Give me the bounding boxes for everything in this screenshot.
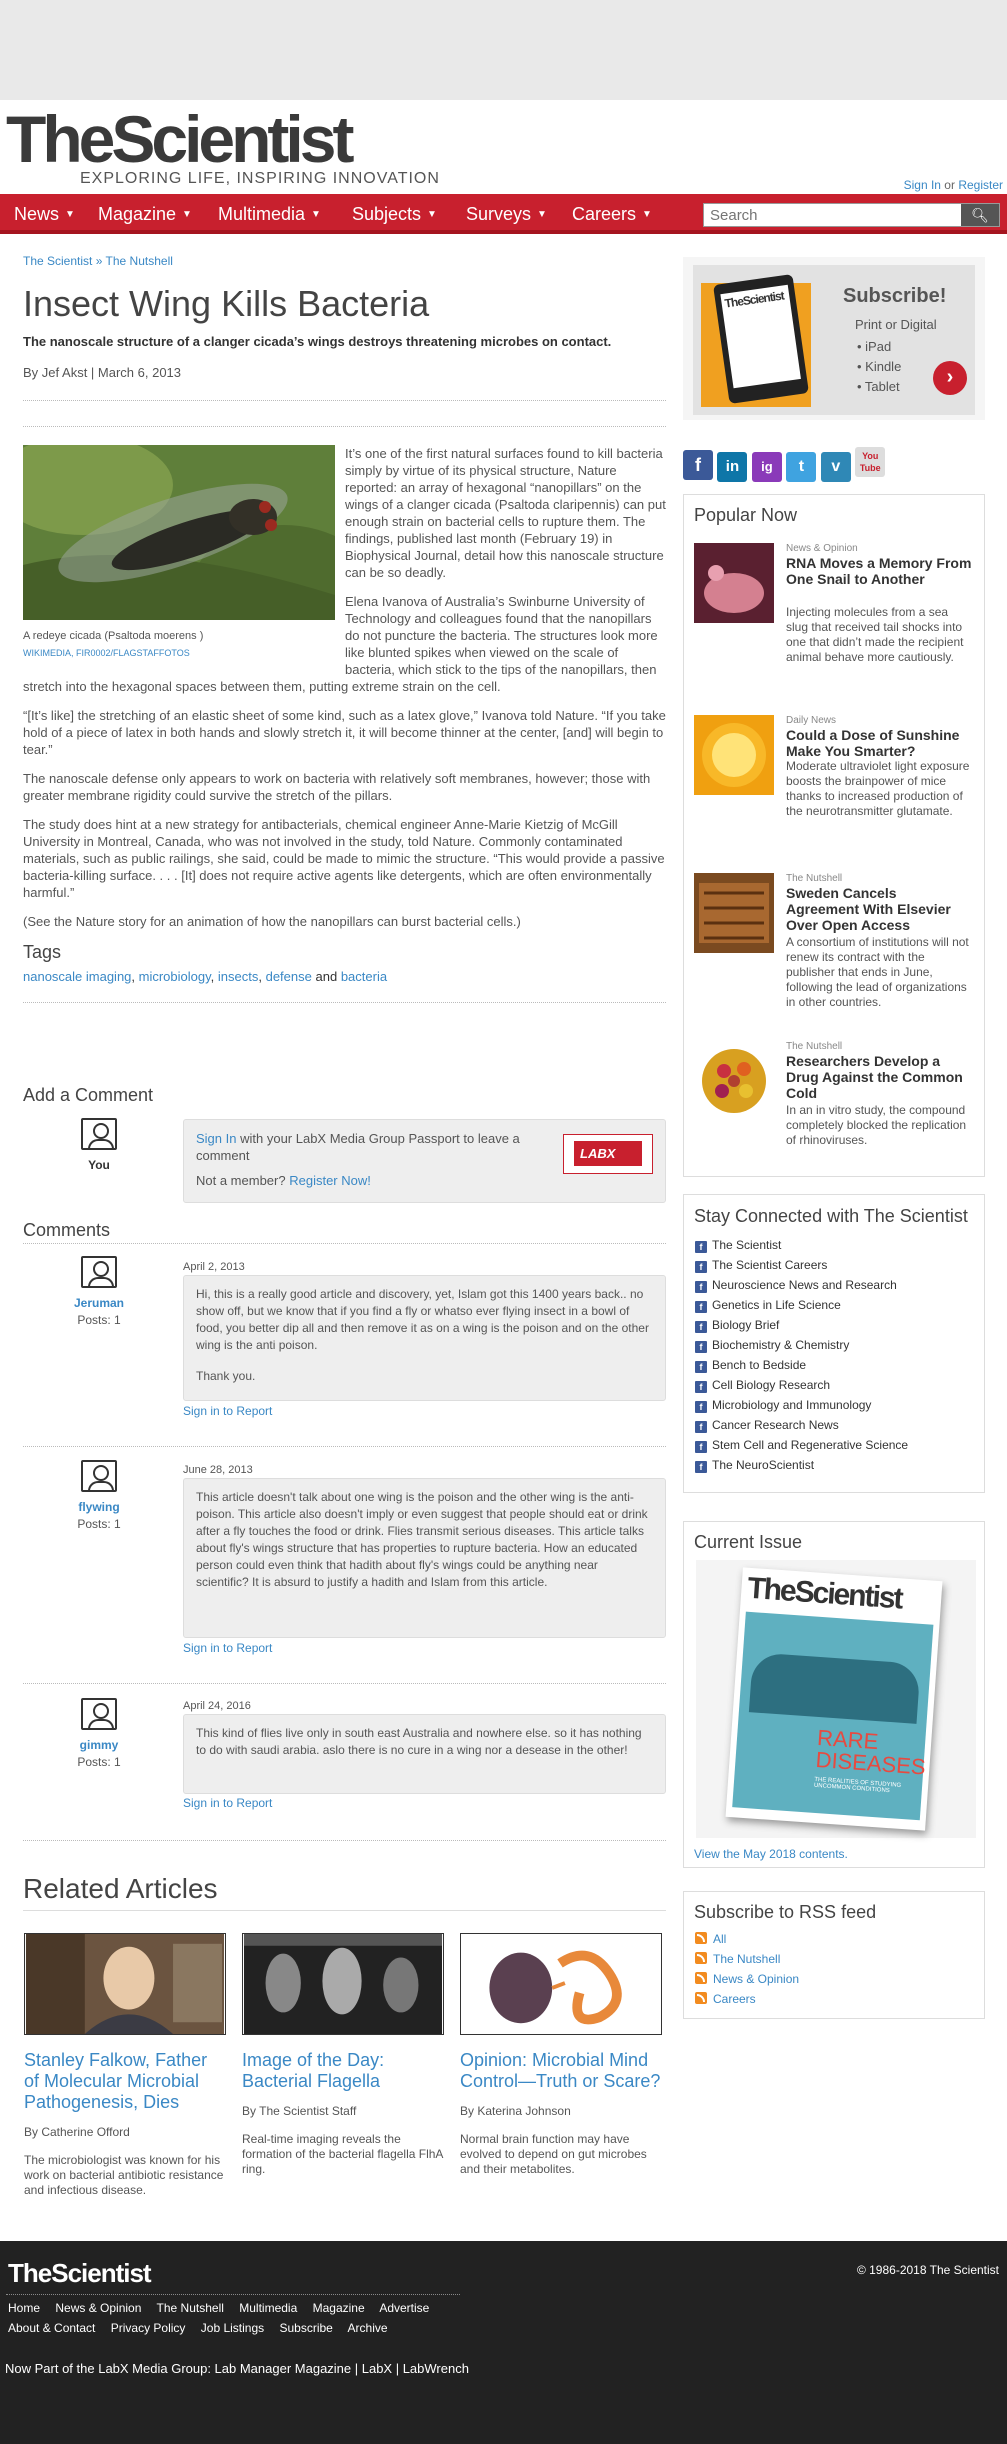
newsletter-item[interactable] [695, 1355, 984, 1375]
chevron-down-icon: ▼ [537, 209, 547, 221]
rss-link[interactable]: The Nutshell [713, 1952, 781, 1966]
nav-magazine[interactable] [98, 194, 192, 234]
footer-link[interactable]: About & Contact [8, 2321, 96, 2335]
issue-contents-link[interactable]: View the May 2018 contents. [694, 1847, 848, 1861]
chevron-down-icon: ▼ [642, 209, 652, 221]
popular-description: A consortium of institutions will not renew its contract with the publisher that ends in June, following the lead of organizations in other countries. [786, 935, 969, 1009]
footer [0, 2241, 1007, 2444]
popular-item-image[interactable] [694, 543, 774, 623]
footer-link[interactable]: The Nutshell [156, 2301, 224, 2315]
popular-now-panel [683, 494, 985, 1177]
chevron-down-icon: ▼ [427, 209, 437, 221]
comment-date: June 28, 2013 [183, 1464, 253, 1476]
facebook-icon: f [695, 1241, 707, 1253]
newsletter-item[interactable] [695, 1335, 984, 1355]
paragraph-6: (See the Nature story for an animation of how the nanopillars can burst bacterial cells.) [23, 914, 521, 929]
register-link[interactable]: Register [958, 178, 1003, 192]
footer-link[interactable]: Magazine [312, 2301, 365, 2315]
you-label: You [88, 1158, 110, 1172]
paragraph-3: “[It’s like] the stretching of an elastic sheet of some kind, such as a latex glove,” Ivanova told Nature. “If you take hold of a piece of latex in both hands and slowly stretch it, it will become thinner at the center, [and] will begin to tear.” [23, 708, 666, 757]
cover-title: RARE DISEASES [814, 1724, 927, 1780]
paragraph-4: The nanoscale defense only appears to work on bacteria with relatively soft membranes, however; those with greater membrane rigidity could survive the stretch of the pillars. [23, 771, 651, 803]
not-member-text: Not a member? [196, 1173, 286, 1188]
rss-icon [695, 1992, 707, 2004]
article-body [23, 445, 666, 930]
divider [23, 1446, 666, 1447]
youtube-icon[interactable]: You Tube [855, 447, 885, 477]
newsletter-label: Cancer Research News [712, 1418, 839, 1432]
related-byline: By Katerina Johnson [460, 2104, 571, 2118]
user-avatar-icon [81, 1460, 117, 1492]
popular-item-image[interactable] [694, 873, 774, 953]
footer-logo[interactable]: TheScientist [8, 2258, 151, 2288]
report-link[interactable]: Sign in to Report [183, 1641, 273, 1655]
related-title[interactable]: Stanley Falkow, Father of Molecular Microbial Pathogenesis, Dies [24, 2050, 208, 2112]
comment-author[interactable]: flywing [78, 1500, 120, 1514]
footer-link[interactable]: Archive [347, 2321, 388, 2335]
chevron-down-icon: ▼ [311, 209, 321, 221]
facebook-icon: f [695, 1381, 707, 1393]
newsletter-item[interactable] [695, 1455, 984, 1475]
top-banner-space [0, 0, 1007, 100]
arrow-right-icon[interactable]: › [933, 361, 967, 395]
newsletter-item[interactable] [695, 1435, 984, 1455]
footer-links-row-1 [8, 2301, 441, 2315]
tag-link[interactable]: microbiology [138, 969, 211, 984]
comment-text: This article doesn't talk about one wing is the poison and the other wing is the anti-poison. This article also doesn't imply or even suggest that people should eat or drink after a fly touches the food or drink. Flies transmit serious diseases. This article talks about fly's wings structure that has properties to rupture bacteria. How an educated person could even think that hadith about fly's wings could be anything near scientific? It is absurd to justify a hadith and Islam from this article. [196, 1490, 648, 1589]
search-icon: 🔍︎ [971, 207, 989, 223]
facebook-icon: f [695, 1261, 707, 1273]
figure-credit[interactable]: WIKIMEDIA, FIR0002/FLAGSTAFFOTOS [23, 648, 190, 658]
newsletter-item[interactable] [695, 1375, 984, 1395]
paragraph-1: It’s one of the first natural surfaces found to kill bacteria simply by virtue of its physical structure, Nature reported: an array of hexagonal “nanopillars” on the wings of a clanger cicada (Psaltoda claripennis) can put enough strain on bacterial cells to rupture them. The findings, published last month (February 19) in Biophysical Journal, detail how this nanoscale structure can be so deadly. [345, 446, 666, 580]
newsletter-label: The NeuroScientist [712, 1458, 815, 1472]
newsletter-label: Neuroscience News and Research [712, 1278, 897, 1292]
newsletter-label: Biology Brief [712, 1318, 780, 1332]
related-title[interactable]: Opinion: Microbial Mind Control—Truth or Scare? [460, 2050, 661, 2091]
newsletter-label: Genetics in Life Science [712, 1298, 841, 1312]
comment-post-count: Posts: 1 [77, 1755, 121, 1769]
user-avatar-icon [81, 1256, 117, 1288]
facebook-icon: f [695, 1361, 707, 1373]
tag-link[interactable]: nanoscale imaging [23, 969, 132, 984]
newsletter-label: Stem Cell and Regenerative Science [712, 1438, 909, 1452]
popular-title[interactable]: Researchers Develop a Drug Against the Common Cold [786, 1053, 963, 1101]
popular-heading: Popular Now [694, 505, 798, 525]
popular-category: News & Opinion [786, 543, 858, 554]
rss-item[interactable] [695, 1949, 984, 1969]
footer-link[interactable]: Advertise [379, 2301, 430, 2315]
related-title[interactable]: Image of the Day: Bacterial Flagella [242, 2050, 385, 2091]
labx-logo [563, 1134, 653, 1174]
comment-post-count: Posts: 1 [77, 1313, 121, 1327]
register-now-link[interactable]: Register Now! [289, 1173, 371, 1188]
related-article[interactable] [24, 1933, 226, 2198]
related-heading: Related Articles [23, 1873, 218, 1904]
comment-author[interactable]: gimmy [79, 1738, 119, 1752]
popular-item[interactable] [694, 543, 976, 698]
newsletter-item[interactable] [695, 1395, 984, 1415]
popular-item-image[interactable] [694, 1041, 774, 1121]
facebook-icon: f [695, 1461, 707, 1473]
account-links [904, 178, 1003, 192]
comment-body [183, 1478, 666, 1638]
cover-logo: TheScientist [746, 1571, 903, 1616]
add-comment-heading: Add a Comment [23, 1085, 154, 1105]
newsletter-item[interactable] [695, 1295, 984, 1315]
subscribe-subtitle: Print or Digital [855, 317, 937, 332]
popular-description: Moderate ultraviolet light exposure boosts the brainpower of mice thanks to increased production of the neurotransmitter glutamate. [786, 759, 970, 818]
popular-item-image[interactable] [694, 715, 774, 795]
newsletter-item[interactable] [695, 1415, 984, 1435]
social-icons [683, 447, 885, 482]
comment-body [183, 1275, 666, 1401]
rss-list [695, 1929, 984, 2009]
sign-in-prompt [183, 1119, 666, 1203]
rss-link[interactable]: All [713, 1932, 727, 1946]
article-title: Insect Wing Kills Bacteria [23, 283, 430, 324]
newsletter-label: The Scientist Careers [712, 1258, 828, 1272]
facebook-icon: f [695, 1441, 707, 1453]
nav-multimedia-label: Multimedia [218, 204, 306, 224]
comment-post-count: Posts: 1 [77, 1517, 121, 1531]
newsletter-item[interactable] [695, 1275, 984, 1295]
nav-multimedia[interactable] [218, 194, 321, 234]
paragraph-2: Elena Ivanova of Australia’s Swinburne University of Technology and colleagues found that the nanopillars do not puncture the bacteria. The structures look more like blunted spikes when viewed on the scale of bacteria, which stick to the tips of the nanopillars, then stretch into the hexagonal spaces between them, putting extreme strain on the cell. [23, 594, 658, 694]
search-box [703, 203, 1000, 227]
sign-in-text: with your LabX Media Group Passport to leave a comment [196, 1131, 520, 1163]
linkedin-icon[interactable]: in [717, 452, 747, 482]
paragraph-5: The study does hint at a new strategy for antibacterials, chemical engineer Anne-Marie Kietzig of McGill University in Montreal, Canada, who was not involved in the study, told Nature. Commonly contaminated materials, such as public railings, she said, could be made to mimic the structure. “This would provide a passive bacteria-killing surface. . . . [It] does not require active agents like detergents, which are often environmentally harmful.” [23, 817, 665, 900]
subscribe-format: • Kindle [857, 359, 902, 374]
tags-heading: Tags [23, 942, 62, 962]
user-avatar-icon [81, 1698, 117, 1730]
footer-link[interactable]: Home [8, 2301, 41, 2315]
issue-cover-area[interactable] [696, 1560, 976, 1838]
footer-divider [6, 2294, 460, 2295]
search-button[interactable] [961, 204, 999, 226]
rss-icon [695, 1952, 707, 1964]
facebook-icon: f [695, 1341, 707, 1353]
tag-link[interactable]: defense [265, 969, 312, 984]
nav-careers[interactable] [572, 194, 652, 234]
sign-in-link[interactable]: Sign In [903, 178, 941, 192]
nav-surveys[interactable] [466, 194, 547, 234]
comment-body [183, 1714, 666, 1794]
vimeo-icon[interactable]: v [821, 452, 851, 482]
report-link[interactable]: Sign in to Report [183, 1796, 273, 1810]
copyright: © 1986-2018 The Scientist [856, 2263, 999, 2277]
chevron-down-icon: ▼ [182, 209, 192, 221]
main-nav [0, 194, 1007, 234]
breadcrumb-home[interactable]: The Scientist [23, 254, 93, 268]
popular-title[interactable]: Could a Dose of Sunshine Make You Smarter? [786, 727, 960, 759]
report-link[interactable]: Sign in to Report [183, 1404, 273, 1418]
breadcrumb [23, 254, 666, 268]
divider [23, 1840, 666, 1841]
subscribe-formats [857, 337, 901, 397]
article-figure [23, 445, 335, 662]
breadcrumb-section[interactable]: The Nutshell [105, 254, 173, 268]
site-tagline: EXPLORING LIFE, INSPIRING INNOVATION [80, 170, 440, 187]
comment-date: April 2, 2013 [183, 1261, 245, 1273]
nav-subjects[interactable] [352, 194, 437, 234]
divider [23, 1002, 666, 1003]
newsletter-item[interactable] [695, 1255, 984, 1275]
tag-link[interactable]: bacteria [340, 969, 388, 984]
divider [23, 1243, 666, 1244]
subscribe-format: • iPad [857, 339, 892, 354]
subscribe-ad[interactable] [683, 257, 985, 420]
cover-art [732, 1612, 933, 1821]
divider [23, 1683, 666, 1684]
footer-links-row-2 [8, 2321, 400, 2335]
current-issue-heading: Current Issue [694, 1532, 803, 1552]
subscribe-title: Subscribe! [843, 285, 947, 307]
rss-link[interactable]: Careers [713, 1992, 756, 2006]
tablet-mag-logo: TheScientist [720, 285, 801, 389]
footer-link[interactable]: Job Listings [200, 2321, 265, 2335]
stay-connected-list [695, 1235, 984, 1475]
footer-link[interactable]: Privacy Policy [110, 2321, 186, 2335]
related-article[interactable] [242, 1933, 444, 2177]
comments-heading: Comments [23, 1220, 111, 1240]
chevron-down-icon: ▼ [65, 209, 75, 221]
nav-magazine-label: Magazine [98, 204, 177, 224]
comment-text: This kind of flies live only in south east Australia and nowhere else. so it has nothing to do with saudi arabia. aslo there is no cure in a wing nor a desease in the other! [196, 1726, 642, 1757]
stay-connected-panel [683, 1194, 985, 1493]
subscribe-format: • Tablet [857, 379, 900, 394]
comment-text: Hi, this is a really good article and discovery, yet, Islam got this 1400 years back.. no show off, but we know that if you find a fly or whatso ever flying insect in a bowl of food, you better dip all and then remove it as on a wing is the poison and on the other wing is the anti poison. [196, 1287, 649, 1352]
facebook-icon: f [695, 1321, 707, 1333]
related-byline: By The Scientist Staff [242, 2104, 357, 2118]
popular-title[interactable]: Sweden Cancels Agreement With Elsevier Over Open Access [786, 885, 951, 933]
newsletter-label: The Scientist [712, 1238, 782, 1252]
related-article-image[interactable] [460, 1933, 662, 2035]
nav-subjects-label: Subjects [352, 204, 422, 224]
popular-category: The Nutshell [786, 873, 843, 884]
nav-news[interactable] [14, 194, 75, 234]
popular-item[interactable] [694, 715, 976, 865]
figure-caption: A redeye cicada (Psaltoda moerens ) [23, 630, 204, 642]
popular-category: Daily News [786, 715, 837, 726]
rss-link[interactable]: News & Opinion [713, 1972, 800, 1986]
labx-group-line[interactable]: Now Part of the LabX Media Group: Lab Manager Magazine | LabX | LabWrench [5, 2361, 469, 2376]
nav-careers-label: Careers [572, 204, 637, 224]
site-logo[interactable]: TheScientist [6, 102, 351, 176]
user-avatar-icon [81, 1118, 117, 1150]
current-issue-panel [683, 1521, 985, 1868]
article-column [23, 254, 666, 1003]
related-article-image[interactable] [24, 1933, 226, 2035]
stay-connected-heading: Stay Connected with The Scientist [694, 1206, 968, 1226]
article-byline: By Jef Akst | March 6, 2013 [23, 365, 182, 380]
cicada-photo[interactable] [23, 445, 335, 620]
related-article[interactable] [460, 1933, 662, 2177]
related-description: The microbiologist was known for his work on bacterial antibiotic resistance and infectious disease. [24, 2153, 224, 2197]
labx-logo-text: LABX [574, 1141, 642, 1166]
divider [23, 1910, 666, 1911]
facebook-icon: f [695, 1401, 707, 1413]
footer-link[interactable]: News & Opinion [55, 2301, 142, 2315]
instagram-icon[interactable]: ig [752, 452, 782, 482]
nav-news-label: News [14, 204, 60, 224]
divider [23, 426, 666, 427]
twitter-icon[interactable]: t [786, 452, 816, 482]
tag-list: nanoscale imaging, microbiology, insects, defense and bacteria [23, 969, 388, 984]
newsletter-label: Cell Biology Research [712, 1378, 831, 1392]
tablet-image [713, 274, 809, 404]
rss-panel [683, 1891, 985, 2019]
tags-and: and [315, 969, 338, 984]
or-text: or [944, 178, 955, 192]
masthead [0, 100, 1007, 194]
newsletter-label: Biochemistry & Chemistry [712, 1338, 850, 1352]
comment-sign-in-link[interactable]: Sign In [196, 1131, 237, 1146]
rss-icon [695, 1932, 707, 1944]
newsletter-item[interactable] [695, 1315, 984, 1335]
comment-text: Thank you. [196, 1369, 256, 1383]
facebook-icon: f [695, 1301, 707, 1313]
article-deck: The nanoscale structure of a clanger cicada’s wings destroys threatening microbes on contact. [23, 334, 612, 349]
cover-subtitle: THE REALITIES OF STUDYING UNCOMMON CONDITIONS [813, 1776, 902, 1795]
related-description: Normal brain function may have evolved to depend on gut microbes and their metabolites. [460, 2132, 647, 2176]
subscribe-ad-panel [693, 265, 975, 415]
nav-surveys-label: Surveys [466, 204, 532, 224]
newsletter-label: Microbiology and Immunology [712, 1398, 872, 1412]
popular-title[interactable]: RNA Moves a Memory From One Snail to Another [786, 555, 972, 587]
rss-item[interactable] [695, 1989, 984, 2009]
facebook-icon[interactable]: f [683, 450, 713, 480]
rss-icon [695, 1972, 707, 1984]
facebook-icon: f [695, 1421, 707, 1433]
related-byline: By Catherine Offord [24, 2125, 130, 2139]
popular-item[interactable] [694, 873, 976, 1023]
comment-date: April 24, 2016 [183, 1700, 251, 1712]
divider [23, 400, 666, 401]
rss-item[interactable] [695, 1969, 984, 1989]
newsletter-label: Bench to Bedside [712, 1358, 807, 1372]
cover-figures [749, 1652, 921, 1724]
popular-description: Injecting molecules from a sea slug that received tail shocks into one that didn’t made the recipient animal behave more cautiously. [786, 605, 964, 664]
related-article-image[interactable] [242, 1933, 444, 2035]
popular-description: In an in vitro study, the compound completely blocked the replication of rhinoviruses. [786, 1103, 967, 1147]
footer-link[interactable]: Subscribe [279, 2321, 333, 2335]
rss-heading: Subscribe to RSS feed [694, 1902, 877, 1922]
popular-item[interactable] [694, 1041, 976, 1171]
rss-item[interactable] [695, 1929, 984, 1949]
issue-cover [726, 1567, 943, 1830]
newsletter-item[interactable] [695, 1235, 984, 1255]
comment-author[interactable]: Jeruman [73, 1296, 125, 1310]
tag-link[interactable]: insects [217, 969, 259, 984]
facebook-icon: f [695, 1281, 707, 1293]
related-description: Real-time imaging reveals the formation of the bacterial flagella FlhA ring. [242, 2132, 443, 2176]
breadcrumb-separator: » [95, 254, 103, 268]
search-input[interactable] [704, 204, 954, 226]
footer-link[interactable]: Multimedia [239, 2301, 298, 2315]
popular-category: The Nutshell [786, 1041, 843, 1052]
